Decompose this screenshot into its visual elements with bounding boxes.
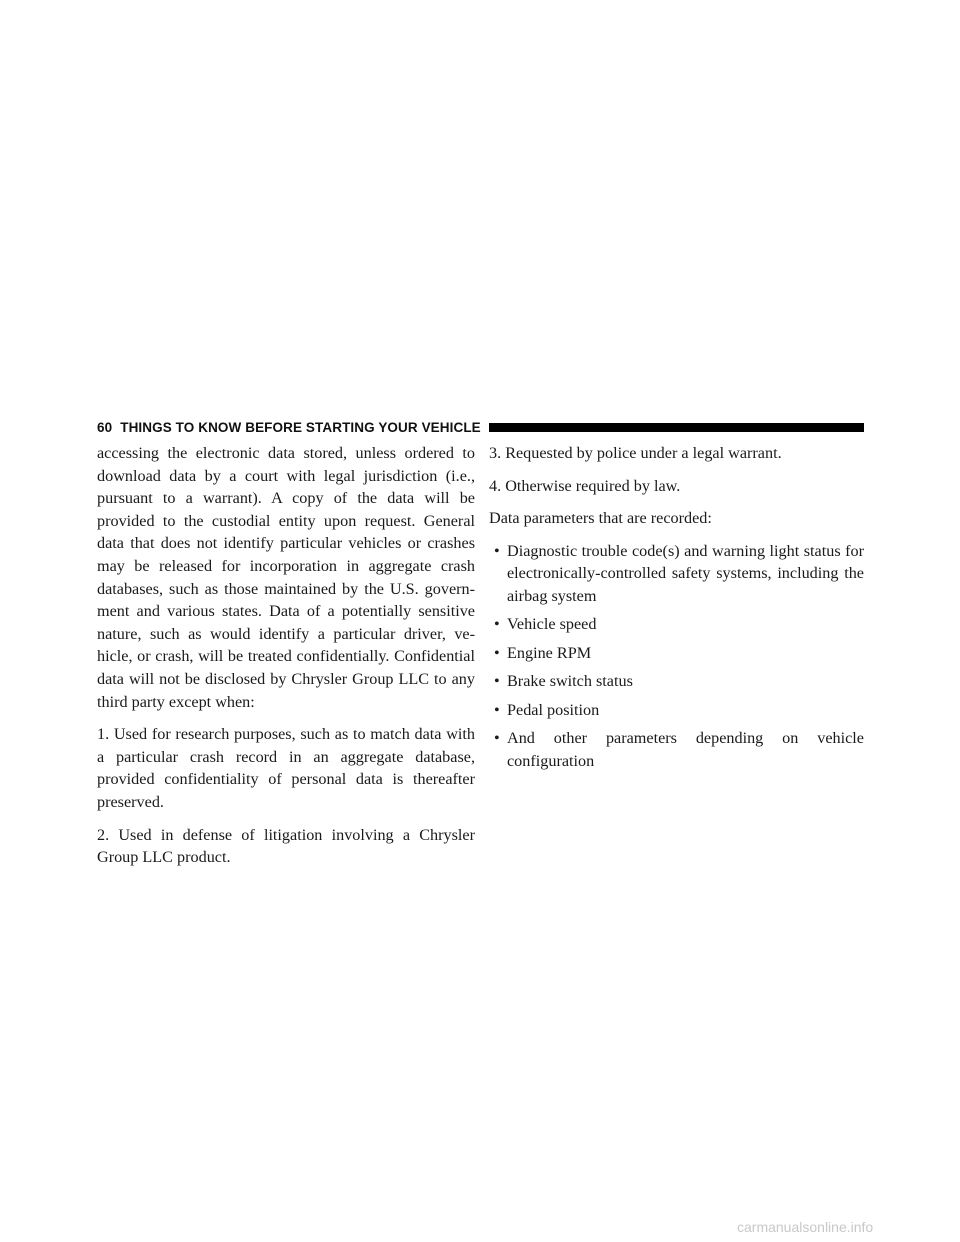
header-rule [489, 423, 864, 432]
paragraph-exception-litigation: 2. Used in defense of litigation involving a Chrysler Group LLC product. [97, 825, 475, 867]
list-item [489, 613, 864, 636]
list-item [489, 699, 864, 722]
list-item-text: Brake switch status [507, 672, 633, 691]
list-item-text: Diagnostic trouble code(s) and warning light status for electronically-controlled safety systems, including the airbag system [507, 541, 864, 605]
bullet-icon: • [494, 728, 500, 747]
paragraph-data-access: accessing the electronic data stored, unless ordered to download data by a court with legal jurisdiction (i.e., pursuant to a warrant). A copy of the data will be provided to the custodial entity upon request. General data that does not identify particular vehicles or crashes may be released for incorporation in aggregate crash databases, such as those maintained by the U.S. govern- ment and various states. Data of a potentially sensitive nature, such as would identify a particular driver, ve- hicle, or crash, will be treated confidentially. Confidential data will not be disclosed by Chrysler Group LLC to any third party except when: [97, 444, 475, 711]
paragraph-exception-police: 3. Requested by police under a legal warrant. [489, 444, 782, 462]
list-item [489, 670, 864, 693]
list-item-text: Engine RPM [507, 643, 592, 662]
bullet-icon: • [494, 672, 500, 691]
parameters-list [489, 540, 864, 772]
list-item [489, 540, 864, 608]
list-item-text: And other parameters depending on vehicle configuration [507, 728, 864, 770]
list-item-text: Vehicle speed [507, 615, 597, 634]
watermark-text: carmanualsonline.info [737, 1219, 874, 1235]
paragraph-exception-research: 1. Used for research purposes, such as to match data with a particular crash record in an aggregate database, provided confidentiality of personal data is thereafter preserved. [97, 725, 475, 811]
bullet-icon: • [494, 541, 500, 560]
bullet-icon: • [494, 615, 500, 634]
bullet-icon: • [494, 700, 500, 719]
page-header [97, 416, 864, 438]
section-title: THINGS TO KNOW BEFORE STARTING YOUR VEHICLE [120, 419, 481, 435]
right-column [489, 442, 864, 778]
left-column [97, 442, 475, 879]
list-item-text: Pedal position [507, 700, 600, 719]
list-item [489, 727, 864, 772]
bullet-icon: • [494, 643, 500, 662]
paragraph-exception-law: 4. Otherwise required by law. [489, 476, 681, 495]
page-number: 60 [97, 419, 113, 435]
header-text [97, 420, 481, 435]
list-item [489, 642, 864, 665]
paragraph-parameters-intro: Data parameters that are recorded: [489, 509, 712, 528]
